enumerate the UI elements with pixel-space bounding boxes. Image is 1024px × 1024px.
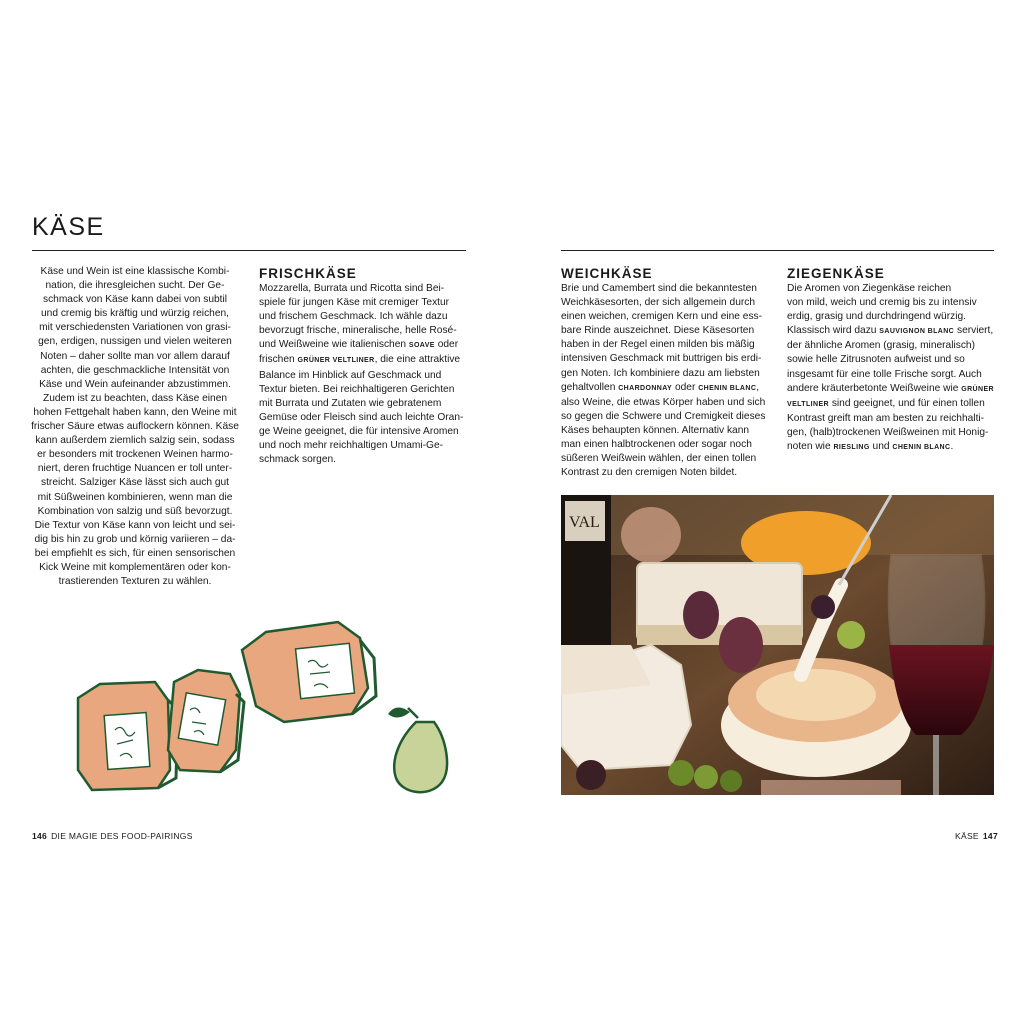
text-line: noten wie: [787, 441, 834, 453]
text-line: Mozzarella, Burrata und Ricotta sind Bei-: [259, 283, 445, 294]
intro-line: frischer Säure etwas auflockern können. Käse: [31, 421, 239, 433]
text-line: , die eine attraktive: [374, 354, 461, 366]
bottle-label-text: VAL: [569, 514, 600, 531]
intro-line: Kombination von salzig und süß bevorzugt.: [37, 505, 233, 517]
text-line: serviert,: [954, 325, 994, 337]
text-line: und noch mehr reichhaltigen Umami-Ge-: [259, 440, 444, 452]
intro-line: Käse und Wein ist eine klassische Kombi-: [40, 266, 230, 277]
text-line: so gegen die Schwere und Cremigkeit dieses: [561, 410, 766, 422]
text-line: Käses behaupten können. Alternativ kann: [561, 424, 750, 436]
text-line: haben in der Regel einen milden bis mäßig: [561, 339, 755, 351]
text-line: Brie und Camembert sind die bekanntesten: [561, 283, 757, 294]
text-line: mit Burrata und Zutaten wie gebratenem: [259, 397, 442, 409]
hand: [621, 507, 681, 563]
intro-line: mit verschiedensten Variationen von grasi-: [39, 322, 231, 334]
text-line: Kontrast zu den cremigen Noten bildet.: [561, 467, 738, 479]
running-title: DIE MAGIE DES FOOD-PAIRINGS: [51, 831, 193, 841]
text-line: man einen halbtrockenen oder sogar noch: [561, 439, 752, 451]
right-rule: [561, 250, 994, 251]
intro-line: Kick Weine mit komplementären oder kon-: [39, 561, 231, 573]
intro-line: schmack von Käse kann dabei von subtil: [42, 294, 228, 306]
wine-name: SOAVE: [408, 342, 435, 350]
weichkaese-heading: WEICHKÄSE: [561, 266, 653, 281]
text-line: frischen: [259, 354, 298, 366]
page-number: 147: [982, 831, 998, 841]
text-line: andere kräuterbetonte Weißweine wie: [787, 382, 962, 394]
text-line: bevorzugt frische, mineralische, helle Rosé-: [259, 325, 457, 337]
intro-line: trastierenden Texturen zu wählen.: [58, 576, 212, 588]
section-ziegenkaese: [787, 266, 997, 455]
right-footer: [955, 831, 998, 841]
wine-name: SAUVIGNON BLANC: [879, 328, 955, 336]
text-line: ,: [756, 381, 760, 393]
text-line: süßeren Weißwein wählen, der einen tollen: [561, 453, 757, 465]
wine-name: GRÜNER VELTLINER: [297, 357, 375, 365]
text-line: erdig, grasig und durchdringend würzig.: [787, 311, 966, 323]
left-footer: [32, 831, 193, 841]
text-line: Textur bieten. Bei reichhaltigeren Gerichten: [259, 383, 455, 395]
text-line: gehaltvollen: [561, 381, 619, 393]
intro-line: kann außerdem ziemlich salzig sein, sodass: [35, 435, 235, 447]
weichkaese-text: [561, 282, 776, 480]
grape: [837, 621, 865, 649]
text-line: Gemüse oder Fleisch sind auch leichte Oran-: [259, 411, 464, 423]
wine-name: CHARDONNAY: [618, 384, 673, 392]
text-line: .: [950, 441, 954, 453]
wine-name: VELTLINER: [787, 400, 829, 408]
wine-name: CHENIN BLANC: [892, 444, 951, 452]
text-line: Die Aromen von Ziegenkäse reichen: [787, 283, 952, 294]
ziegenkaese-text: [787, 282, 997, 455]
text-line: sind geeignet, und für einen tollen: [828, 397, 985, 409]
wine-bottle: [561, 495, 611, 645]
intro-line: niert, deren fruchtige Nuancen er toll unter-: [37, 463, 233, 475]
cheese-illustration: [70, 610, 460, 810]
text-line: Kontrast greift man am besten zu reichhalti-: [787, 412, 985, 424]
text-line: von mild, weich und cremig bis zu intensiv: [787, 297, 977, 309]
intro-line: Die Textur von Käse kann von leicht und sei-: [34, 519, 236, 531]
intro-line: nation, die ihresgleichen sucht. Der Ge-: [45, 280, 225, 292]
text-line: Weichkäsesorten, der sich allgemein durch: [561, 297, 756, 309]
text-line: der ähnliche Aromen (grasig, mineralisch): [787, 340, 975, 352]
text-line: bare Rinde auszeichnet. Diese Käsesorten: [561, 325, 755, 337]
section-frischkaese: [259, 266, 469, 467]
text-line: gen Noten. Ich kombiniere dazu am liebsten: [561, 367, 760, 379]
text-line: intensiven Geschmack mit buttrigen bis erdi-: [561, 353, 762, 365]
intro-line: bei empfiehlt es sich, für einen sensorischen: [34, 547, 236, 559]
text-line: Klassisch wird dazu: [787, 325, 880, 337]
intro-line: hohen Fettgehalt haben kann, den Weine mit: [33, 406, 237, 418]
intro-line: Noten – daher sollte man vor allem darauf: [40, 350, 230, 362]
intro-line: dig bis hin zu grob und körnig variieren – da-: [34, 533, 236, 545]
text-line: Balance im Hinblick auf Geschmack und: [259, 369, 442, 381]
text-line: gen, (halb)trockenen Weißweinen mit Honig-: [787, 426, 989, 438]
text-line: spiele für jungen Käse mit cremiger Textur: [259, 297, 450, 309]
cheese-board-photo: [561, 495, 994, 795]
frischkaese-text: [259, 282, 469, 467]
text-line: und: [869, 441, 893, 453]
intro-text: [30, 265, 240, 589]
intro-line: mit Süßweinen kombinieren, wenn man die: [37, 491, 233, 503]
intro-paragraph: [30, 265, 240, 589]
text-line: ge Weine geeignet, die für intensive Aromen: [259, 425, 459, 437]
wine-name: RIESLING: [833, 444, 870, 452]
intro-line: gen, erdigen, nussigen und vielen weiteren: [38, 336, 232, 348]
olive: [668, 760, 694, 786]
intro-line: Zudem ist zu beachten, dass Käse einen: [42, 392, 228, 404]
text-line: einen weichen, cremigen Kern und eine ess-: [561, 311, 763, 323]
text-line: insgesamt für eine tolle Frische sorgt. Auch: [787, 368, 982, 380]
text-line: und Weißweine wie italienischen: [259, 339, 409, 351]
wrapped-cheese-right: [242, 622, 376, 722]
page-number: 146: [32, 831, 48, 841]
section-weichkaese: [561, 266, 776, 480]
wrapped-cheese-left: [78, 682, 178, 790]
text-line: schmack sorgen.: [259, 454, 337, 466]
pear-illustration: [388, 707, 447, 792]
wrapped-cheese-middle: [168, 670, 244, 772]
intro-line: Käse und Wein aufeinander abzustimmen.: [39, 378, 231, 390]
text-line: oder: [672, 381, 699, 393]
intro-line: streicht. Salziger Käse lässt sich auch gut: [41, 477, 229, 489]
text-line: sowie helle Zitrusnoten aufweist und so: [787, 354, 965, 366]
chapter-title: KÄSE: [32, 213, 105, 241]
fig: [683, 591, 719, 639]
intro-line: er besonders mit trockenen Weinen harmo-: [37, 449, 233, 461]
title-rule: [32, 250, 466, 251]
text-line: oder: [434, 339, 459, 351]
text-line: und frischem Geschmack. Ich wähle dazu: [259, 311, 448, 323]
wine-name: GRÜNER: [961, 385, 994, 393]
intro-line: und cremig bis kräftig und würzig reichen,: [41, 308, 229, 320]
wine-name: CHENIN BLANC: [698, 384, 757, 392]
text-line: also Weine, die etwas Körper haben und sich: [561, 396, 766, 408]
running-title: KÄSE: [955, 831, 979, 841]
frischkaese-heading: FRISCHKÄSE: [259, 266, 357, 281]
ziegenkaese-heading: ZIEGENKÄSE: [787, 266, 885, 281]
intro-line: achten, die geschmackliche Intensität von: [40, 364, 230, 376]
